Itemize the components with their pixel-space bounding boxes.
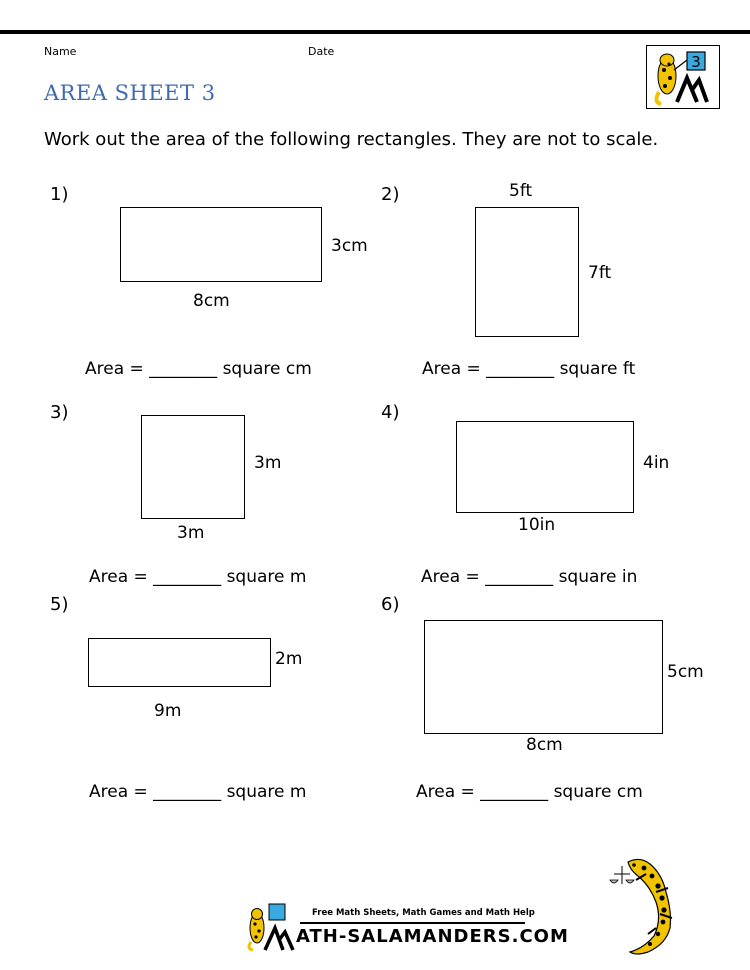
problem-3-rectangle [141,415,245,519]
salamander-teacher-icon [647,46,718,107]
footer-divider [300,922,525,924]
problem-2-height-label: 7ft [588,263,612,283]
problem-6-width-label: 8cm [526,735,563,755]
problem-5-number: 5) [50,594,69,615]
problem-2-area-line: Area = ________ square ft [422,359,636,379]
problem-6-height-label: 5cm [667,662,704,682]
problem-1-area-line: Area = ________ square cm [85,359,312,379]
problem-3-height-label: 3m [254,453,282,473]
logo [646,45,720,109]
problem-5-area-line: Area = ________ square m [89,782,307,802]
problem-1-width-label: 8cm [193,291,230,311]
instructions: Work out the area of the following rectangles. They are not to scale. [44,129,659,150]
footer-brand: ATH-SALAMANDERS.COM [296,926,569,947]
problem-4-width-label: 10in [518,515,556,535]
problem-4-rectangle [456,421,634,513]
problem-2-width-label: 5ft [509,181,533,201]
logo-badge: 3 [691,53,701,71]
footer-salamander-icon [243,902,295,952]
problem-6-area-line: Area = ________ square cm [416,782,643,802]
problem-3-width-label: 3m [177,523,205,543]
problem-4-height-label: 4in [643,453,670,473]
problem-6-number: 6) [381,594,400,615]
problem-4-number: 4) [381,402,400,423]
problem-1-rectangle [120,207,322,282]
problem-2-rectangle [475,207,579,337]
problem-4-area-line: Area = ________ square in [421,567,638,587]
problem-5-width-label: 9m [154,701,182,721]
date-label: Date [308,45,335,58]
problem-2-number: 2) [381,184,400,205]
page-title: AREA SHEET 3 [44,81,216,105]
footer-tagline: Free Math Sheets, Math Games and Math Help [312,908,535,918]
problem-1-height-label: 3cm [331,236,368,256]
problem-3-area-line: Area = ________ square m [89,567,307,587]
problem-1-number: 1) [50,184,69,205]
top-rule [0,30,750,34]
name-label: Name [44,45,77,58]
problem-5-height-label: 2m [275,649,303,669]
problem-5-rectangle [88,638,271,687]
salamander-with-scales-icon [600,852,700,960]
problem-3-number: 3) [50,402,69,423]
problem-6-rectangle [424,620,663,734]
